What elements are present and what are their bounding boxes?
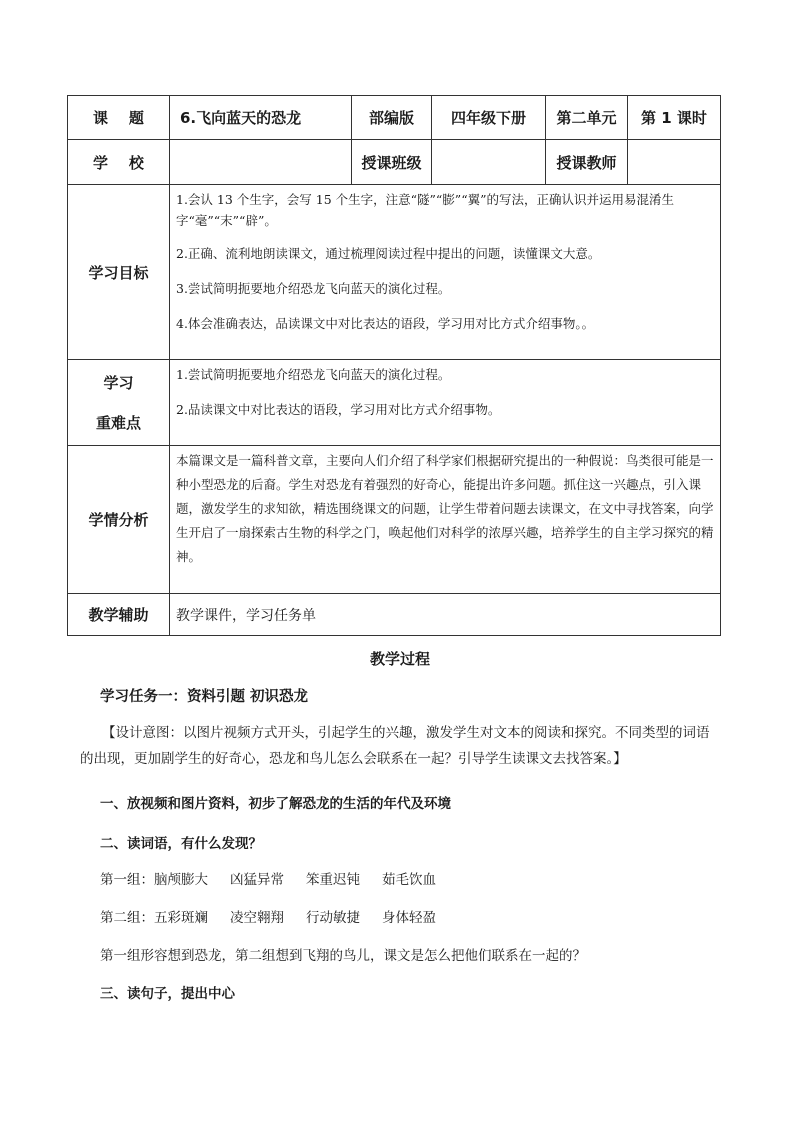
goals-content (170, 185, 721, 360)
header-row (68, 96, 721, 140)
goals-row (68, 185, 721, 360)
school-row (68, 140, 721, 185)
aids-row (68, 594, 721, 636)
word: 笨重迟钝 (306, 872, 360, 888)
key-points-label-line2: 重难点 (95, 413, 141, 432)
analysis-label: 学情分析 (68, 446, 170, 594)
key-point-item: 2.品读课文中对比表达的语段，学习用对比方式介绍事物。 (176, 402, 501, 417)
word-group-1 (100, 868, 458, 888)
school-label: 学 校 (68, 140, 170, 185)
analysis-row (68, 446, 721, 594)
word: 凶猛异常 (230, 872, 284, 888)
goal-item: 4.体会准确表达，品读课文中对比表达的语段，学习用对比方式介绍事物。。 (176, 316, 595, 331)
aids-label: 教学辅助 (68, 594, 170, 636)
lesson-title: 6.飞向蓝天的恐龙 (170, 96, 352, 140)
teacher-label: 授课教师 (546, 140, 628, 185)
key-points-label (68, 360, 170, 446)
word-group-2 (100, 906, 458, 926)
goal-item: 1.会认 13 个生字，会写 15 个生字，注意“隧”“膨”“翼”的写法，正确认识并运用易混淆生字“毫”“末”“辟”。 (176, 192, 674, 228)
design-intent: 【设计意图：以图片视频方式开头，引起学生的兴趣，激发学生对文本的阅读和探究。不同类型的词语的出现，更加剧学生的好奇心，恐龙和鸟儿怎么会联系在一起？引导学生读课文去找答案。】 (80, 725, 710, 767)
group2-label: 第二组： (100, 910, 154, 926)
school-value (170, 140, 352, 185)
step1-heading: 一、放视频和图片资料，初步了解恐龙的生活的年代及环境 (100, 796, 451, 812)
task1-title: 学习任务一：资料引题 初识恐龙 (100, 689, 309, 705)
teacher-value (628, 140, 721, 185)
word: 身体轻盈 (382, 910, 436, 926)
goal-item: 2.正确、流利地朗读课文，通过梳理阅读过程中提出的问题，读懂课文大意。 (176, 246, 601, 261)
analysis-text: 本篇课文是一篇科普文章，主要向人们介绍了科学家们根据研究提出的一种假说：鸟类很可能是一种小型恐龙的后裔。学生对恐龙有着强烈的好奇心，能提出许多问题。抓住这一兴趣点，引入课题，激发学生的求知欲，精选围绕课文的问题，让学生带着问题去读课文，在文中寻找答案，向学生开启了一扇探索古生物的科学之门，唤起他们对科学的浓厚兴趣，培养学生的自主学习探究的精神。 (170, 446, 721, 594)
lesson-plan-table (67, 95, 721, 636)
word: 五彩斑斓 (154, 910, 208, 926)
edition: 部编版 (352, 96, 432, 140)
period: 第 1 课时 (628, 96, 721, 140)
unit: 第二单元 (546, 96, 628, 140)
group1-label: 第一组： (100, 872, 154, 888)
word: 行动敏捷 (306, 910, 360, 926)
key-points-row (68, 360, 721, 446)
key-points-label-line1: 学习 (103, 373, 134, 392)
step3-heading: 三、读句子，提出中心 (100, 986, 235, 1002)
step2-heading: 二、读词语，有什么发现？ (100, 836, 262, 852)
word: 脑颅膨大 (154, 872, 208, 888)
goals-label: 学习目标 (68, 185, 170, 360)
class-label: 授课班级 (352, 140, 432, 185)
goal-item: 3.尝试简明扼要地介绍恐龙飞向蓝天的演化过程。 (176, 281, 451, 296)
process-title: 教学过程 (369, 650, 430, 668)
class-value (432, 140, 546, 185)
word: 凌空翱翔 (230, 910, 284, 926)
connection-question: 第一组形容想到恐龙，第二组想到飞翔的鸟儿，课文是怎么把他们联系在一起的？ (100, 948, 586, 964)
key-points-content (170, 360, 721, 446)
grade: 四年级下册 (432, 96, 546, 140)
lesson-label: 课 题 (68, 96, 170, 140)
aids-text: 教学课件，学习任务单 (170, 594, 721, 636)
word: 茹毛饮血 (382, 872, 436, 888)
key-point-item: 1.尝试简明扼要地介绍恐龙飞向蓝天的演化过程。 (176, 367, 451, 382)
